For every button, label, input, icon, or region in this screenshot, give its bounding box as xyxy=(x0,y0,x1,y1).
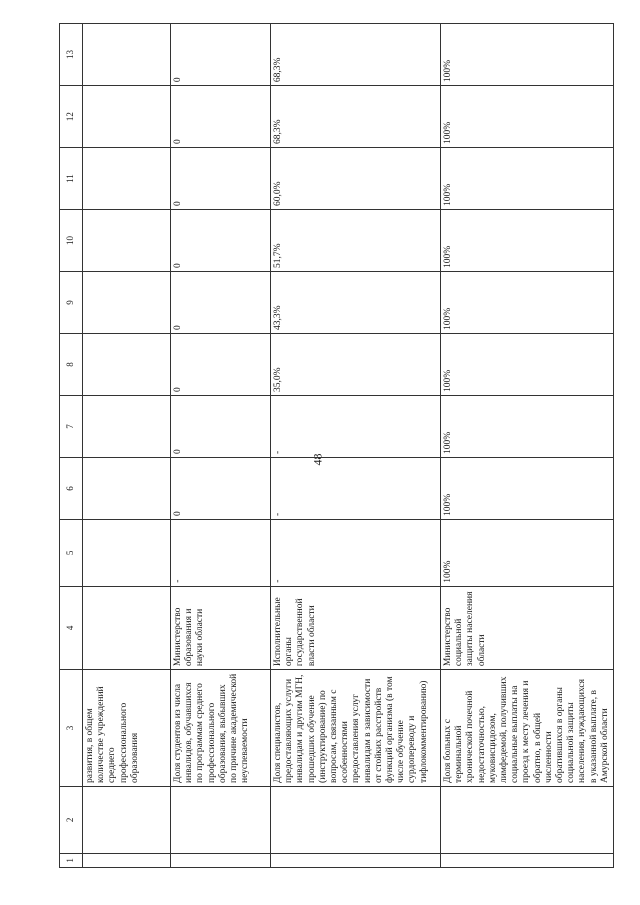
cell-value xyxy=(83,86,171,148)
table-row xyxy=(83,24,171,868)
cell-responsible xyxy=(83,586,171,669)
cell-value: 100% xyxy=(441,148,614,210)
cell-value: 100% xyxy=(441,24,614,86)
cell-value: 68,3% xyxy=(271,86,441,148)
cell-value xyxy=(83,210,171,272)
rotated-table-sheet xyxy=(59,23,610,868)
cell-value xyxy=(83,457,171,519)
cell-value xyxy=(83,395,171,457)
table-row xyxy=(271,24,441,868)
cell-value: 0 xyxy=(171,148,271,210)
header-row xyxy=(60,24,83,868)
cell-value: - xyxy=(271,457,441,519)
col-header: 6 xyxy=(60,457,83,519)
col-header: 1 xyxy=(60,853,83,867)
col-header: 11 xyxy=(60,148,83,210)
cell-indicator: Доля студентов из числа инвалидов, обучавшихся по программам среднего профессионального образования, выбывших по причине академической неуспеваемости xyxy=(171,670,271,787)
cell-responsible: Министерство социальной защиты населения области xyxy=(441,586,614,669)
cell-indicator: Доля специалистов, предоставляющих услуги инвалидам и другим МГН, прошедших обучение (инструктирование) по вопросам, связанным с особенностями предоставления услуг инвалидам в зависимости от стойких расстройств функций организма (в том числе обучение сурдопереводу и тифлокомментированию) xyxy=(271,670,441,787)
cell-num xyxy=(441,853,614,867)
cell-value xyxy=(83,148,171,210)
cell-num xyxy=(83,853,171,867)
cell-value: 0 xyxy=(171,395,271,457)
cell-value: 35,0% xyxy=(271,334,441,396)
cell-value: 51,7% xyxy=(271,210,441,272)
cell-indicator: Доля больных с терминальной хронической почечной недостаточностью, муковисцидозом, лимфедемой, получивших социальные выплаты на проезд к месту лечения и обратно, в общей численности обратившихся в органы социальной защиты населения, нуждающихся в указанной выплате, в Амурской области xyxy=(441,670,614,787)
cell-value: 68,3% xyxy=(271,24,441,86)
cell-value xyxy=(83,519,171,586)
col-header: 8 xyxy=(60,334,83,396)
cell-name xyxy=(271,786,441,853)
cell-value: 60,0% xyxy=(271,148,441,210)
col-header: 13 xyxy=(60,24,83,86)
cell-responsible: Исполнительные органы государственной власти области xyxy=(271,586,441,669)
cell-num xyxy=(271,853,441,867)
cell-value: 43,3% xyxy=(271,272,441,334)
indicator-table xyxy=(59,23,614,868)
cell-value: - xyxy=(271,395,441,457)
col-header: 2 xyxy=(60,786,83,853)
cell-value: 0 xyxy=(171,272,271,334)
cell-value: - xyxy=(171,519,271,586)
cell-value: - xyxy=(271,519,441,586)
col-header: 3 xyxy=(60,670,83,787)
cell-value: 0 xyxy=(171,210,271,272)
cell-value: 0 xyxy=(171,24,271,86)
table-row xyxy=(441,24,614,868)
cell-value: 100% xyxy=(441,395,614,457)
cell-name xyxy=(441,786,614,853)
cell-name xyxy=(171,786,271,853)
cell-indicator: развития, в общем количестве учреждений среднего профессионального образования xyxy=(83,670,171,787)
page-number: 48 xyxy=(310,453,325,466)
col-header: 9 xyxy=(60,272,83,334)
cell-value xyxy=(83,272,171,334)
cell-value: 100% xyxy=(441,519,614,586)
col-header: 5 xyxy=(60,519,83,586)
cell-value: 100% xyxy=(441,272,614,334)
col-header: 7 xyxy=(60,395,83,457)
cell-name xyxy=(83,786,171,853)
cell-value: 100% xyxy=(441,334,614,396)
cell-value: 100% xyxy=(441,86,614,148)
cell-value xyxy=(83,24,171,86)
cell-value: 100% xyxy=(441,210,614,272)
cell-value: 0 xyxy=(171,457,271,519)
cell-value: 0 xyxy=(171,334,271,396)
cell-num xyxy=(171,853,271,867)
cell-responsible: Министерство образования и науки области xyxy=(171,586,271,669)
cell-value: 100% xyxy=(441,457,614,519)
table-row xyxy=(171,24,271,868)
col-header: 4 xyxy=(60,586,83,669)
col-header: 10 xyxy=(60,210,83,272)
cell-value xyxy=(83,334,171,396)
cell-value: 0 xyxy=(171,86,271,148)
col-header: 12 xyxy=(60,86,83,148)
